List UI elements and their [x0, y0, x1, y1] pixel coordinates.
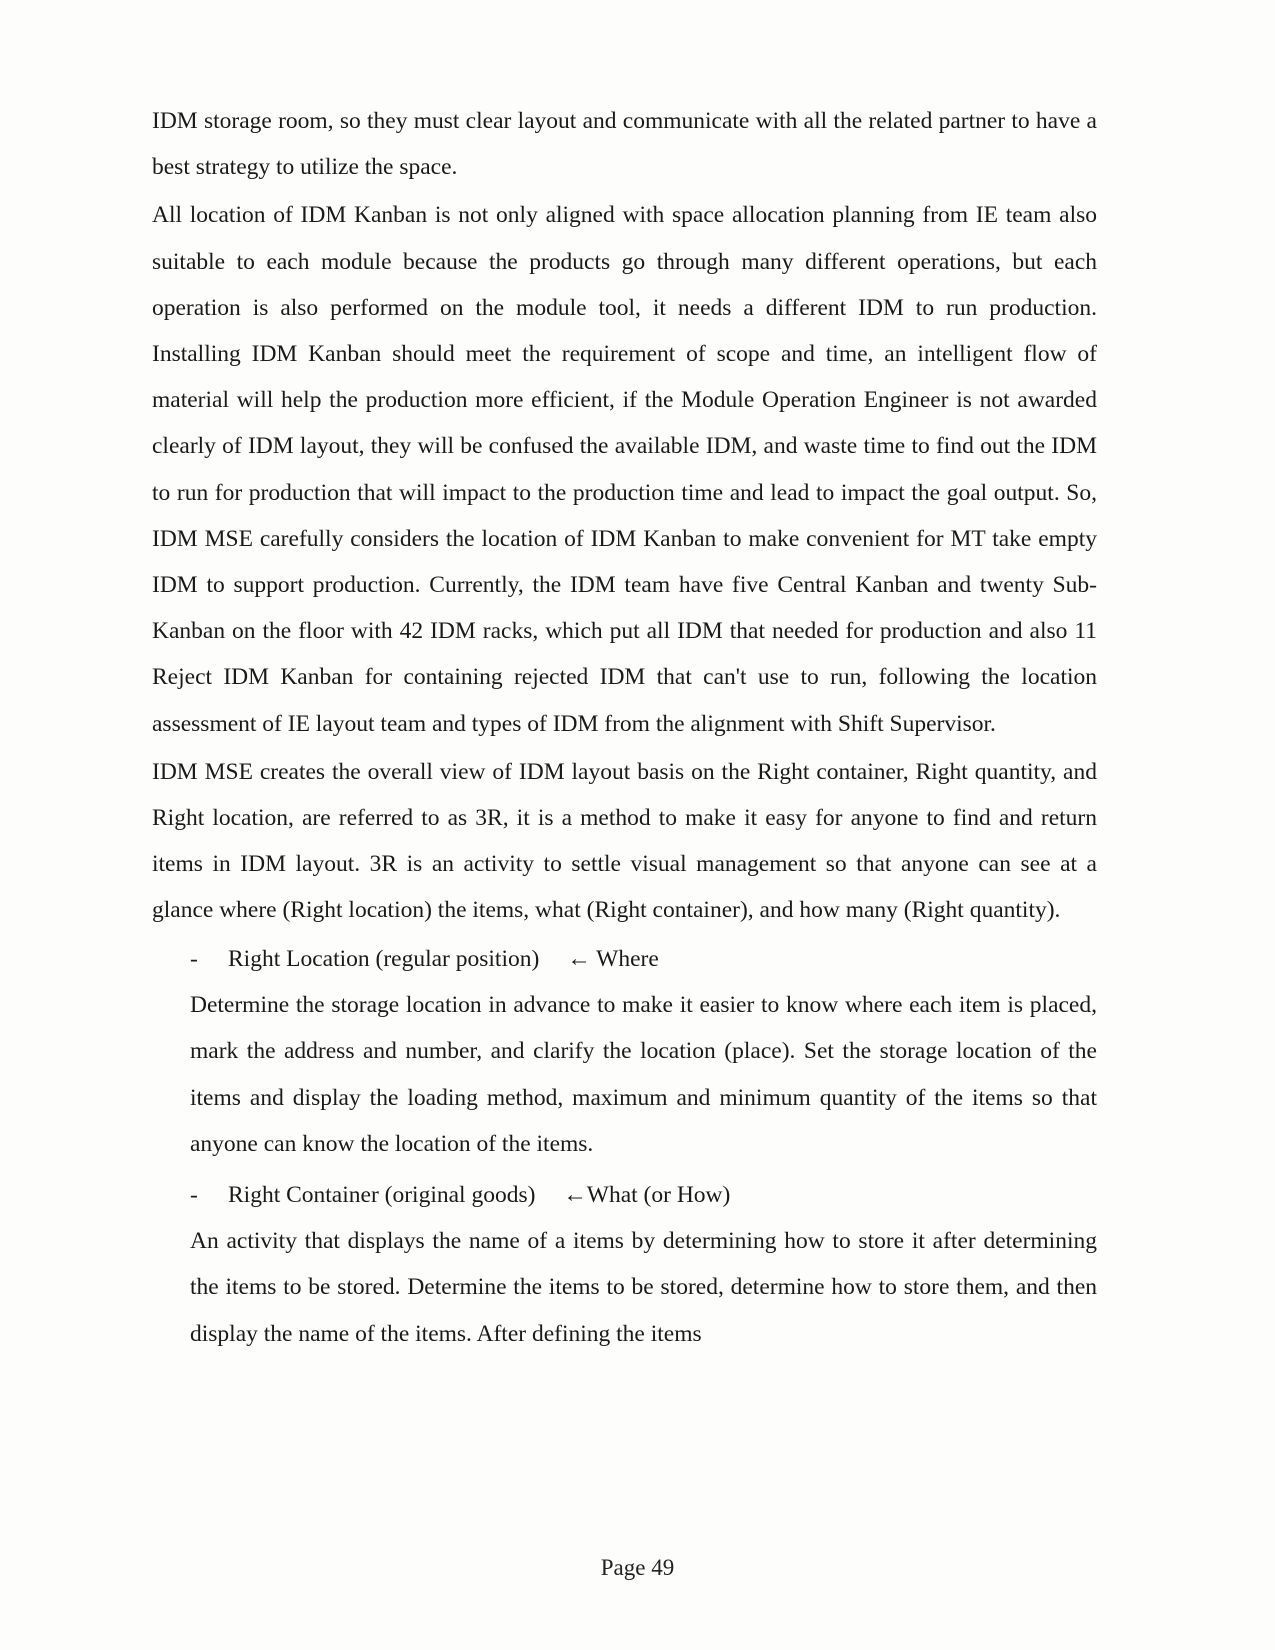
bullet-dash: - [190, 1181, 198, 1208]
document-body [152, 98, 1097, 1361]
bullet-label: Right Location (regular position) [228, 945, 540, 972]
bullet-description-right-location: Determine the storage location in advance to make it easier to know where each item is placed, mark the address and number, and clarify the location (place). Set the storage location of the items and display the loading method, maximum and minimum quantity of the items so that anyone can know the location of the items. [190, 991, 1097, 1158]
bullet-label: Right Container (original goods) [228, 1181, 536, 1208]
paragraph-3r-method: IDM MSE creates the overall view of IDM layout basis on the Right container, Right quantity, and Right location, are referred to as 3R, it is a method to make it easy for anyone to find and return items in IDM layout. 3R is an activity to settle visual management so that anyone can see at a glance where (Right location) the items, what (Right container), and how many (Right quantity). [152, 758, 1097, 924]
paragraph-storage-room: IDM storage room, so they must clear layout and communicate with all the related partner to have a best strategy to utilize the space. [152, 108, 1097, 181]
page-number: Page 49 [600, 1555, 675, 1580]
paragraph-kanban-location: All location of IDM Kanban is not only aligned with space allocation planning from IE team also suitable to each module because the products go through many different operations, but each operation is also performed on the module tool, it needs a different IDM to run production. Installing IDM Kanban should meet the requirement of scope and time, an intelligent flow of material will help the production more efficient, if the Module Operation Engineer is not awarded clearly of IDM layout, they will be confused the available IDM, and waste time to find out the IDM to run for production that will impact to the production time and lead to impact the goal output. So, IDM MSE carefully considers the location of IDM Kanban to make convenient for MT take empty IDM to support production. Currently, the IDM team have five Central Kanban and twenty Sub-Kanban on the floor with 42 IDM racks, which put all IDM that needed for production and also 11 Reject IDM Kanban for containing rejected IDM that can't use to run, following the location assessment of IE layout team and types of IDM from the alignment with Shift Supervisor. [152, 202, 1097, 737]
bullet-right-location [152, 936, 1097, 982]
bullet-arrow-note: ← Where [567, 945, 659, 972]
bullet-dash: - [190, 945, 198, 972]
bullet-arrow-note: ←What (or How) [563, 1181, 731, 1208]
bullet-right-container [152, 1172, 1097, 1218]
bullet-description-right-container: An activity that displays the name of a items by determining how to store it after determining the items to be stored. Determine the items to be stored, determine how to store them, and then display the name of the items. After defining the items [190, 1227, 1097, 1347]
